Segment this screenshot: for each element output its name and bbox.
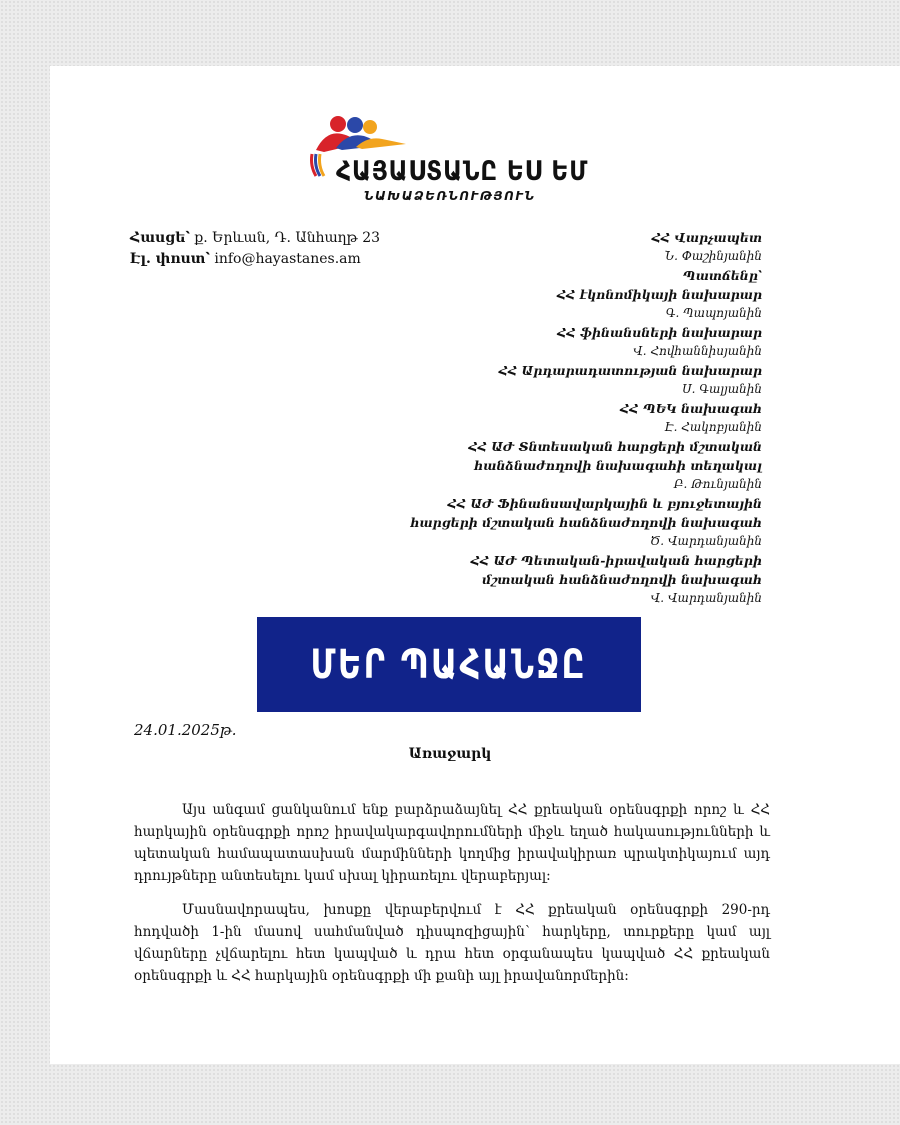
email-label: Էլ. փոստ՝ — [130, 251, 210, 267]
recipient-title: ՀՀ ԱԺ Տնտեսական հարցերի մշտական հանձնաժողովի նախագահի տեղակալ — [468, 439, 762, 473]
document-page — [50, 66, 900, 1064]
recipient — [402, 437, 762, 494]
recipient-title: ՀՀ ՊԵԿ նախագահ — [620, 401, 762, 416]
recipient — [402, 551, 762, 608]
logo-name: ՀԱՅԱՍՏԱՆԸ ԵՍ ԵՄ — [336, 156, 589, 187]
address-value: ք. Երևան, Դ. Անհաղթ 23 — [194, 230, 381, 246]
recipient-title: ՀՀ ԱԺ Ֆինանսավարկային և բյուջետային հարցերի մշտական հանձնաժողովի նախագահ — [410, 496, 762, 530]
email-line — [130, 249, 380, 270]
recipient-person: Վ. Հովհաննիսյանին — [633, 344, 762, 358]
recipient — [402, 323, 762, 361]
document-body — [134, 799, 770, 999]
recipient — [402, 399, 762, 437]
email-value[interactable]: info@hayastanes.am — [214, 251, 361, 267]
recipient-title: ՀՀ Արդարադատության նախարար — [498, 363, 762, 378]
recipient-title: ՀՀ էկոնոմիկայի նախարար — [556, 287, 762, 302]
document-heading: Առաջարկ — [408, 746, 492, 762]
recipient-person: Է. Հակոբյանին — [664, 420, 762, 434]
recipient-person: Գ. Պապոյանին — [665, 306, 762, 320]
recipient — [402, 266, 762, 285]
document-date: 24.01.2025թ. — [134, 721, 237, 739]
recipient-title: ՀՀ Վարչապետ — [651, 230, 762, 245]
recipient-person: Վ. Վարդանյանին — [650, 591, 762, 605]
contact-block — [130, 228, 380, 270]
recipient — [402, 361, 762, 399]
recipients-list — [402, 228, 762, 608]
body-paragraph: Մասնավորապես, խոսքը վերաբերվում է ՀՀ քրեական օրենսգրքի 290-րդ հոդվածի 1-ին մասով սահմանված դիսպոզիցային՝ հարկերը, տուրքերը կամ այլ վճարները չվճարելու հետ կապված և դրա հետ օրգանապես կապված ՀՀ քրեական օրենսգրքի և ՀՀ հարկային օրենսգրքի մի քանի այլ իրավանորմերին։ — [134, 902, 770, 984]
recipient — [402, 494, 762, 551]
demand-banner — [257, 617, 641, 712]
recipient-person: Ս. Գալյանին — [682, 382, 762, 396]
recipient-person: Ն. Փաշինյանին — [664, 249, 762, 263]
logo-subtitle: ՆԱԽԱՁԵՌՆՈՒԹՅՈՒՆ — [364, 189, 536, 203]
recipient — [402, 285, 762, 323]
recipient-person: Բ. Թունյանին — [673, 477, 762, 491]
recipient-title: ՀՀ ֆինանսների նախարար — [557, 325, 762, 340]
party-logo — [306, 114, 589, 206]
recipient — [402, 228, 762, 266]
banner-text: ՄԵՐ ՊԱՀԱՆՋԸ — [310, 641, 588, 688]
recipient-title: Պատճենը՝ — [682, 268, 762, 283]
recipient-title: ՀՀ ԱԺ Պետական-իրավական հարցերի մշտական հանձնաժողովի նախագահ — [470, 553, 762, 587]
body-paragraph: Այս անգամ ցանկանում ենք բարձրաձայնել ՀՀ քրեական օրենսգրքի որոշ և ՀՀ հարկային օրենսգրքի որոշ իրավակարգավորումների միջև եղած հակասությունների և պետական համապատասխան մարմինների կողմից իրավակիրառ պրակտիկայում այդ դրույթները անտեսելու կամ սխալ կիրառելու վերաբերյալ։ — [134, 802, 770, 884]
address-label: Հասցե՝ — [130, 230, 190, 246]
address-line — [130, 228, 380, 249]
recipient-person: Ծ. Վարդանյանին — [650, 534, 762, 548]
